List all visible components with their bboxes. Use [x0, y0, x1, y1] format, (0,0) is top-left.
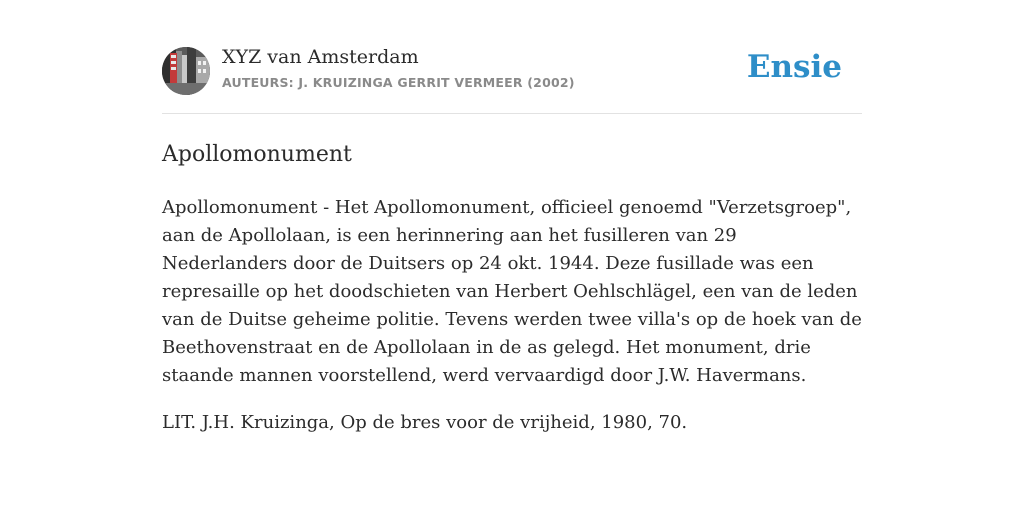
entry-title: Apollomonument [162, 142, 352, 167]
entry-literature: LIT. J.H. Kruizinga, Op de bres voor de vrijheid, 1980, 70. [162, 412, 688, 433]
book-authors: AUTEURS: J. KRUIZINGA GERRIT VERMEER (2002) [222, 75, 575, 90]
book-cover-icon [162, 47, 210, 95]
entry-card [162, 44, 862, 437]
book-cover-avatar[interactable] [162, 47, 210, 95]
book-header [162, 44, 862, 114]
book-title[interactable]: XYZ van Amsterdam [222, 46, 419, 68]
brand-logo-link[interactable]: Ensie [746, 49, 842, 85]
entry-body: Apollomonument - Het Apollomonument, officieel genoemd "Verzetsgroep", aan de Apollolaan, is een herinnering aan het fusilleren van 29 Nederlanders door de Duitsers op 24 okt. 1944. Deze fusillade was een represaille op het doodschieten van Herbert Oehlschlägel, een van de leden van de Duitse geheime politie. Tevens werden twee villa's op de hoek van de Beethovenstraat en de Apollolaan in de as gelegd. Het monument, drie staande mannen voorstellend, werd vervaardigd door J.W. Havermans. [162, 197, 862, 386]
